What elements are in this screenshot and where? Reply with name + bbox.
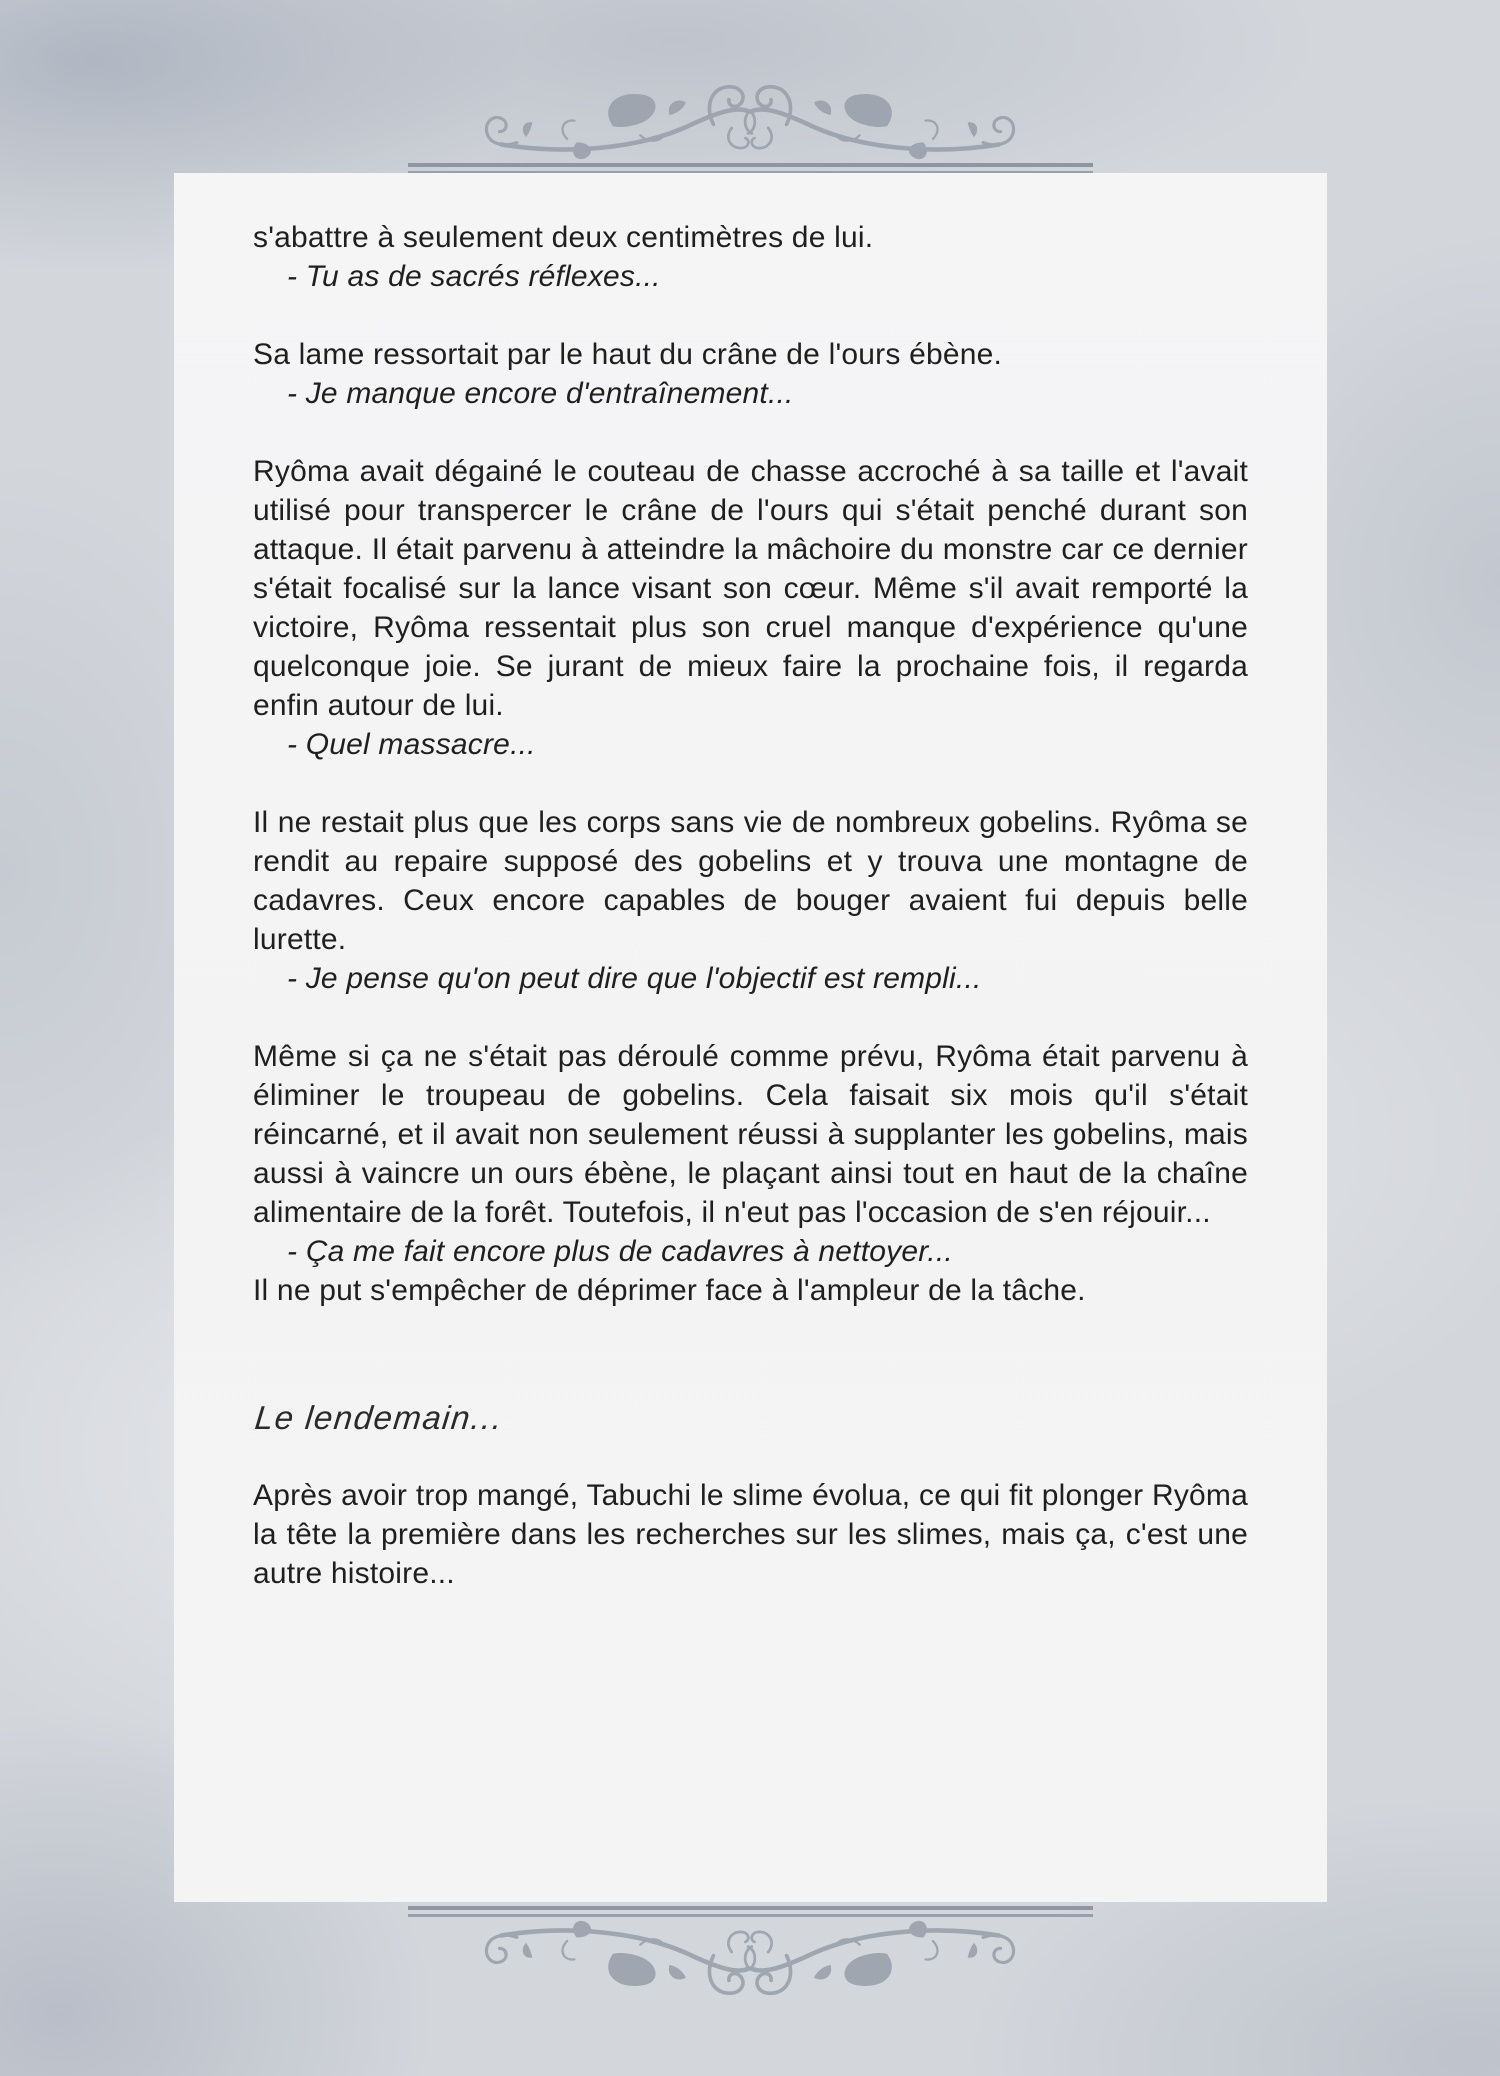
dialogue-line: - Tu as de sacrés réflexes... <box>287 260 661 293</box>
narration-paragraph: Sa lame ressortait par le haut du crâne de l'ours ébène. <box>253 338 1003 371</box>
dialogue-line: - Je manque encore d'entraînement... <box>287 377 794 410</box>
narration-paragraph: s'abattre à seulement deux centimètres de lui. <box>253 221 874 254</box>
scene-break-label: Le lendemain... <box>253 1399 506 1436</box>
narration-paragraph: Après avoir trop mangé, Tabuchi le slime évolua, ce qui fit plonger Ryôma la tête la première dans les recherches sur les slimes, mais ça, c'est une autre histoire... <box>253 1479 1248 1590</box>
narration-paragraph: Ryôma avait dégainé le couteau de chasse accroché à sa taille et l'avait utilisé pour transpercer le crâne de l'ours qui s'était penché durant son attaque. Il était parvenu à atteindre la mâchoire du monstre car ce dernier s'était focalisé sur la lance visant son cœur. Même s'il avait remporté la victoire, Ryôma ressentait plus son cruel manque d'expérience qu'une quelconque joie. Se jurant de mieux faire la prochaine fois, il regarda enfin autour de lui. <box>253 455 1248 722</box>
dialogue-line: - Quel massacre... <box>287 728 536 761</box>
narration-paragraph: Il ne restait plus que les corps sans vie de nombreux gobelins. Ryôma se rendit au repaire supposé des gobelins et y trouva une montagne de cadavres. Ceux encore capables de bouger avaient fui depuis belle lurette. <box>253 806 1248 956</box>
story-text-column <box>253 218 1248 1593</box>
ornament-frame-bottom <box>400 1904 1100 1996</box>
double-rule-bottom <box>408 1906 1093 1917</box>
flourish-ornament-bottom-icon <box>430 1919 1070 1996</box>
paper-sheet <box>174 173 1327 1902</box>
dialogue-line: - Je pense qu'on peut dire que l'objectif est rempli... <box>287 962 982 995</box>
ornament-frame-top <box>400 84 1100 176</box>
narration-paragraph: Il ne put s'empêcher de déprimer face à l'ampleur de la tâche. <box>253 1274 1086 1307</box>
narration-paragraph: Même si ça ne s'était pas déroulé comme prévu, Ryôma était parvenu à éliminer le troupeau de gobelins. Cela faisait six mois qu'il s'était réincarné, et il avait non seulement réussi à supplanter les gobelins, mais aussi à vaincre un ours ébène, le plaçant ainsi tout en haut de la chaîne alimentaire de la forêt. Toutefois, il n'eut pas l'occasion de s'en réjouir... <box>253 1040 1248 1229</box>
flourish-ornament-top-icon <box>430 84 1070 161</box>
dialogue-line: - Ça me fait encore plus de cadavres à nettoyer... <box>287 1235 953 1268</box>
